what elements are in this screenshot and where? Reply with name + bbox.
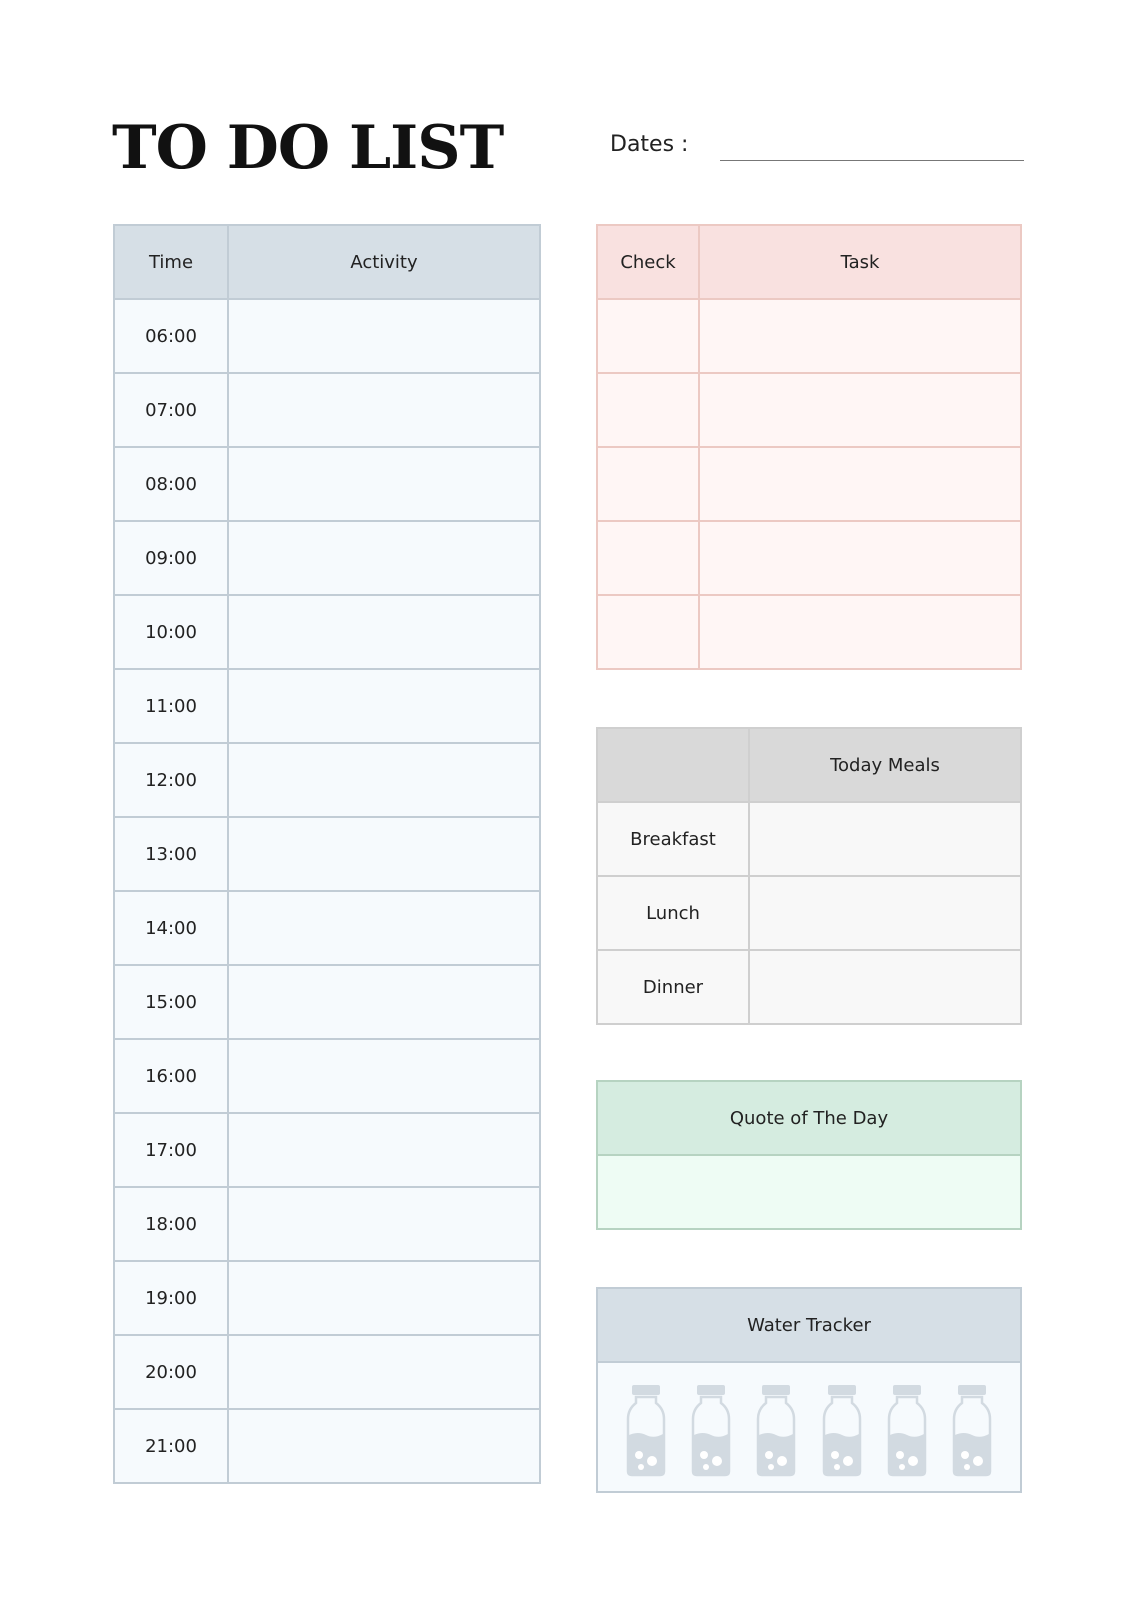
task-row xyxy=(597,595,1021,669)
meals-header-row xyxy=(597,728,1021,802)
time-cell: 10:00 xyxy=(114,595,228,669)
meal-entry-cell[interactable] xyxy=(749,876,1021,950)
time-cell: 06:00 xyxy=(114,299,228,373)
check-cell[interactable] xyxy=(597,299,699,373)
time-cell: 21:00 xyxy=(114,1409,228,1483)
meal-row-dinner xyxy=(597,950,1021,1024)
time-cell: 18:00 xyxy=(114,1187,228,1261)
schedule-row xyxy=(114,1409,540,1483)
task-cell[interactable] xyxy=(699,595,1021,669)
water-bottle-icon[interactable] xyxy=(820,1385,864,1477)
quote-box xyxy=(596,1080,1022,1230)
schedule-row xyxy=(114,1113,540,1187)
check-cell[interactable] xyxy=(597,521,699,595)
time-cell: 08:00 xyxy=(114,447,228,521)
task-cell[interactable] xyxy=(699,373,1021,447)
activity-cell[interactable] xyxy=(228,1409,540,1483)
meal-entry-cell[interactable] xyxy=(749,950,1021,1024)
quote-header: Quote of The Day xyxy=(597,1081,1021,1155)
task-row xyxy=(597,373,1021,447)
schedule-header-row xyxy=(114,225,540,299)
schedule-row xyxy=(114,965,540,1039)
activity-cell[interactable] xyxy=(228,299,540,373)
task-row xyxy=(597,299,1021,373)
meal-row-lunch xyxy=(597,876,1021,950)
check-cell[interactable] xyxy=(597,595,699,669)
activity-cell[interactable] xyxy=(228,669,540,743)
meal-row-breakfast xyxy=(597,802,1021,876)
time-cell: 20:00 xyxy=(114,1335,228,1409)
check-column-header: Check xyxy=(597,225,699,299)
water-bottle-icon[interactable] xyxy=(624,1385,668,1477)
schedule-row xyxy=(114,595,540,669)
activity-cell[interactable] xyxy=(228,965,540,1039)
activity-column-header: Activity xyxy=(228,225,540,299)
task-row xyxy=(597,521,1021,595)
task-row xyxy=(597,447,1021,521)
time-cell: 13:00 xyxy=(114,817,228,891)
activity-cell[interactable] xyxy=(228,817,540,891)
quote-header-row xyxy=(597,1081,1021,1155)
time-cell: 19:00 xyxy=(114,1261,228,1335)
activity-cell[interactable] xyxy=(228,891,540,965)
task-column-header: Task xyxy=(699,225,1021,299)
schedule-row xyxy=(114,743,540,817)
water-body-row xyxy=(597,1362,1021,1492)
activity-cell[interactable] xyxy=(228,447,540,521)
time-cell: 12:00 xyxy=(114,743,228,817)
water-bottle-icon[interactable] xyxy=(754,1385,798,1477)
schedule-row xyxy=(114,891,540,965)
water-bottles-cell xyxy=(597,1362,1021,1492)
time-cell: 07:00 xyxy=(114,373,228,447)
schedule-row xyxy=(114,817,540,891)
today-meals-header: Today Meals xyxy=(749,728,1021,802)
activity-cell[interactable] xyxy=(228,521,540,595)
meal-label: Lunch xyxy=(597,876,749,950)
schedule-row xyxy=(114,1187,540,1261)
time-cell: 15:00 xyxy=(114,965,228,1039)
activity-cell[interactable] xyxy=(228,595,540,669)
activity-cell[interactable] xyxy=(228,1187,540,1261)
activity-cell[interactable] xyxy=(228,1113,540,1187)
water-bottle-icon[interactable] xyxy=(689,1385,733,1477)
meals-table xyxy=(596,727,1022,1025)
schedule-row xyxy=(114,1039,540,1113)
water-tracker xyxy=(596,1287,1022,1493)
check-cell[interactable] xyxy=(597,373,699,447)
meals-corner-cell xyxy=(597,728,749,802)
task-header-row xyxy=(597,225,1021,299)
task-cell[interactable] xyxy=(699,521,1021,595)
meal-entry-cell[interactable] xyxy=(749,802,1021,876)
activity-cell[interactable] xyxy=(228,1039,540,1113)
schedule-row xyxy=(114,521,540,595)
task-table xyxy=(596,224,1022,670)
task-cell[interactable] xyxy=(699,447,1021,521)
dates-label: Dates : xyxy=(610,132,689,157)
bottle-row xyxy=(598,1363,1020,1491)
time-cell: 17:00 xyxy=(114,1113,228,1187)
schedule-table xyxy=(113,224,541,1484)
schedule-row xyxy=(114,669,540,743)
time-cell: 11:00 xyxy=(114,669,228,743)
check-cell[interactable] xyxy=(597,447,699,521)
water-tracker-header: Water Tracker xyxy=(597,1288,1021,1362)
quote-entry-cell[interactable] xyxy=(597,1155,1021,1229)
page-title: TO DO LIST xyxy=(112,113,504,183)
meal-label: Dinner xyxy=(597,950,749,1024)
time-cell: 16:00 xyxy=(114,1039,228,1113)
schedule-row xyxy=(114,299,540,373)
time-cell: 14:00 xyxy=(114,891,228,965)
water-header-row xyxy=(597,1288,1021,1362)
activity-cell[interactable] xyxy=(228,743,540,817)
quote-body-row xyxy=(597,1155,1021,1229)
activity-cell[interactable] xyxy=(228,373,540,447)
water-bottle-icon[interactable] xyxy=(885,1385,929,1477)
task-cell[interactable] xyxy=(699,299,1021,373)
schedule-row xyxy=(114,373,540,447)
dates-input-line[interactable] xyxy=(720,160,1024,161)
time-column-header: Time xyxy=(114,225,228,299)
meal-label: Breakfast xyxy=(597,802,749,876)
schedule-row xyxy=(114,447,540,521)
activity-cell[interactable] xyxy=(228,1335,540,1409)
schedule-row xyxy=(114,1335,540,1409)
time-cell: 09:00 xyxy=(114,521,228,595)
water-bottle-icon[interactable] xyxy=(950,1385,994,1477)
activity-cell[interactable] xyxy=(228,1261,540,1335)
schedule-row xyxy=(114,1261,540,1335)
